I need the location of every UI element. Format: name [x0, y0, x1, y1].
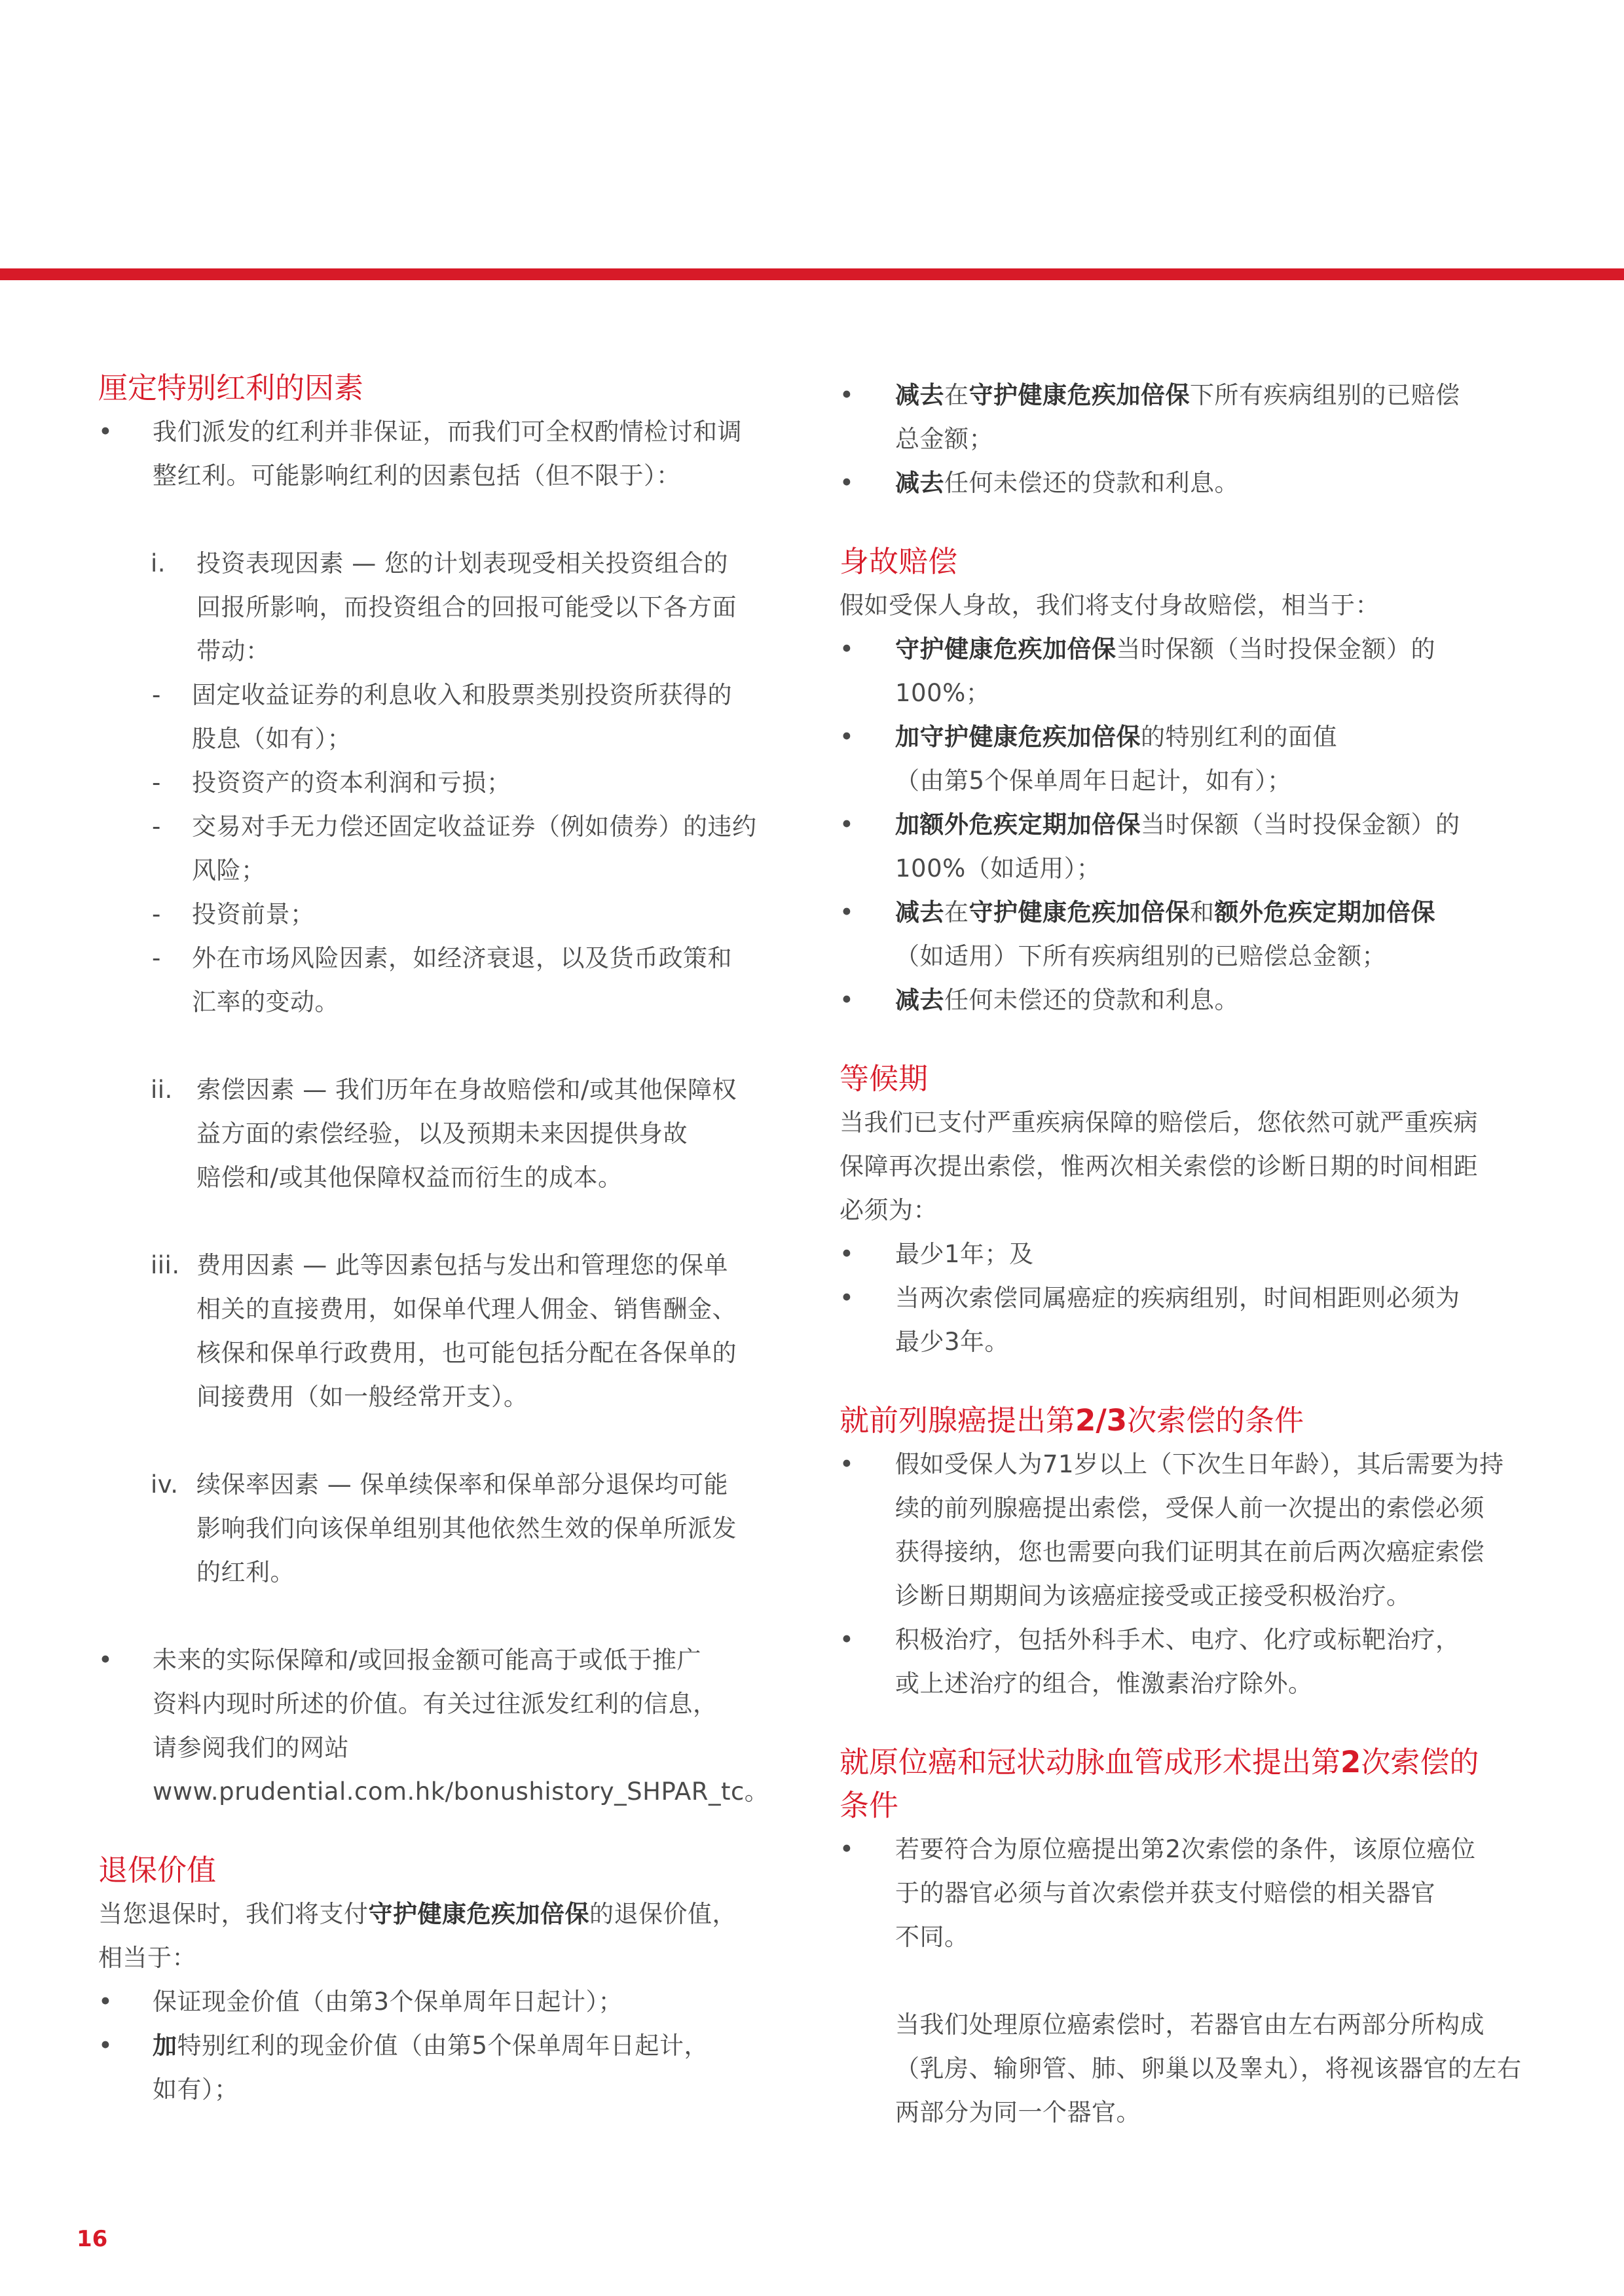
- heading-surrender-value: 退保价值: [98, 1853, 217, 1887]
- factor-iii-expenses: iii. 费用因素 — 此等因素包括与发出和管理您的保单 相关的直接费用，如保单代理人佣金、销售酬金、 核保和保单行政费用，也可能包括分配在各保单的 间接费用（如一般经常开支）。: [151, 1251, 737, 1411]
- bonus-history-url[interactable]: www.prudential.com.hk/bonushistory_SHPAR_tc。: [153, 1777, 769, 1806]
- paired-organ-note: 当我们处理原位癌索偿时，若器官由左右两部分所构成 （乳房、输卵管、肺、卵巢以及睾丸），将视该器官的左右 两部分为同一个器官。: [895, 2011, 1522, 2126]
- bullet-special-bonus-face: • 加守护健康危疾加倍保的特别红利的面值 （由第5个保单周年日起计，如有）；: [840, 715, 1540, 803]
- bullet-active-treatment: • 积极治疗，包括外科手术、电疗、化疗或标靶治疗， 或上述治疗的组合，惟激素治疗除外。: [840, 1618, 1540, 1705]
- bullet-extra-term: • 加额外危疾定期加倍保当时保额（当时投保金额）的 100%（如适用）；: [840, 803, 1540, 890]
- left-column: 厘定特别红利的因素 • 我们派发的红利并非保证，而我们可全权酌情检讨和调 整红利。可能影响红利的因素包括（但不限于）： i. 投资表现因素 — 您的计划表现受相关投资组合的 回报所影响，而投资组合的回报可能受以下各方面 带动： - 固定收益证券的利息收入和股票类别投资所获得的 股息（如有）； - 投资资产的资本利润和亏损； - 交易对手无力偿还固定收益证券（例如债券）的违约 风险； - 投资前景； - 外在市场风险因素，如经济衰退，以及货币政策和 汇率的变动。 ii. 索偿因素 — 我们历年在身故赔偿和/或其他保障权 益方面的索偿经验，以及预期未来因提供身故 赔偿和/或其他保障权益而衍生的成本。 iii. 费用因素 — 此等因素包括与发出和管理您的保单 相关的直接费用，如保单代理人佣金、销售酬金、 核保和保单行政费用，也可能包括分配在各保单的 间接费用（如一般经常开支）。 iv. 续保率因素 — 保单续保率和保单部分退保均可能 影响我们向该保单组别其他依然生效的保单所派发 的红利。 • 未来的实际保障和/或回报金额可能高于或低于推广 资料内现时所述的价值。有关过往派发红利的信息， 请参阅我们的网站 www.prudential.com.hk/bonushistory_SHPAR_tc。 退保价值 当您退保时，我们将支付守护健康危疾加倍保的退保价值， 相当于： • 保证现金价值（由第3个保单周年日起计）； • 加特别红利的现金价值（由第5个保单周年日起计， 如有）；: [98, 367, 792, 2111]
- factor-ii-claims: ii. 索偿因素 — 我们历年在身故赔偿和/或其他保障权 益方面的索偿经验，以及预期未来因提供身故 赔偿和/或其他保障权益而衍生的成本。: [151, 1076, 737, 1192]
- right-column: • 减去在守护健康危疾加倍保下所有疾病组别的已赔偿 总金额； • 减去任何未偿还的贷款和利息。 身故赔偿 假如受保人身故，我们将支付身故赔偿，相当于： • 守护健康危疾加倍保当时保额（当时投保金额）的 100%； • 加守护健康危疾加倍保的特别红利的面值 （由第5个保单周年日起计，如有）； • 加额外危疾定期加倍保当时保额（当时投保金额）的 100%（如适用）； • 减去在守护健康危疾加倍保和额外危疾定期加倍保 （如适用）下所有疾病组别的已赔偿总金额； • 减去任何未偿还的贷款和利息。 等候期 当我们已支付严重疾病保障的赔偿后，您依然可就严重疾病 保障再次提出索偿，惟两次相关索偿的诊断日期的时间相距 必须为： • 最少1年；及 • 当两次索偿同属癌症的疾病组别，时间相距则必须为 最少3年。 就前列腺癌提出第2/3次索偿的条件 • 假如受保人为71岁以上（下次生日年龄），其后需要为持 续的前列腺癌提出索偿，受保人前一次提出的索偿必须 获得接纳，您也需要向我们证明其在前后两次癌症索偿 诊断日期期间为该癌症接受或正接受积极治疗。 • 积极治疗，包括外科手术、电疗、化疗或标靶治疗， 或上述治疗的组合，惟激素治疗除外。 就原位癌和冠状动脉血管成形术提出第2次索偿的 条件 • 若要符合为原位癌提出第2次索偿的条件，该原位癌位 于的器官必须与首次索偿并获支付赔偿的相关器官 不同。 当我们处理原位癌索偿时，若器官由左右两部分所构成 （乳房、输卵管、肺、卵巢以及睾丸），将视该器官的左右 两部分为同一个器官。: [840, 373, 1540, 2134]
- bullet-special-bonus-cash: • 加特别红利的现金价值（由第5个保单周年日起计， 如有）；: [98, 2024, 792, 2111]
- dash-item: - 投资前景；: [98, 892, 792, 936]
- heading-waiting-period: 等候期: [840, 1061, 929, 1096]
- dash-item: - 外在市场风险因素，如经济衰退，以及货币政策和 汇率的变动。: [98, 936, 792, 1024]
- bullet-cancer-three-years: • 当两次索偿同属癌症的疾病组别，时间相距则必须为 最少3年。: [840, 1276, 1540, 1364]
- bullet-guaranteed-cash: • 保证现金价值（由第3个保单周年日起计）；: [98, 1980, 792, 2024]
- bullet-sum-assured: • 守护健康危疾加倍保当时保额（当时投保金额）的 100%；: [840, 627, 1540, 715]
- heading-prostate-cancer: 就前列腺癌提出第2/3次索偿的条件: [840, 1403, 1304, 1438]
- dash-item: - 投资资产的资本利润和亏损；: [98, 761, 792, 805]
- factor-i-investment: i. 投资表现因素 — 您的计划表现受相关投资组合的 回报所影响，而投资组合的回报可能受以下各方面 带动：: [151, 549, 737, 665]
- bullet-future-benefits: • 未来的实际保障和/或回报金额可能高于或低于推广 资料内现时所述的价值。有关过往派发红利的信息， 请参阅我们的网站 www.prudential.com.hk/bonushistory_SHPAR_tc。: [98, 1638, 792, 1813]
- bullet-bonus-not-guaranteed: • 我们派发的红利并非保证，而我们可全权酌情检讨和调 整红利。可能影响红利的因素包括（但不限于）：: [98, 410, 792, 498]
- bullet-less-all-claims: • 减去在守护健康危疾加倍保和额外危疾定期加倍保 （如适用）下所有疾病组别的已赔偿总金额；: [840, 890, 1540, 978]
- page-number: 16: [77, 2226, 108, 2252]
- dash-item: - 固定收益证券的利息收入和股票类别投资所获得的 股息（如有）；: [98, 673, 792, 761]
- bullet-less-claims-paid: • 减去在守护健康危疾加倍保下所有疾病组别的已赔偿 总金额；: [840, 373, 1540, 461]
- bullet-different-organ: • 若要符合为原位癌提出第2次索偿的条件，该原位癌位 于的器官必须与首次索偿并获支付赔偿的相关器官 不同。: [840, 1827, 1540, 1959]
- bullet-less-loans-2: • 减去任何未偿还的贷款和利息。: [840, 978, 1540, 1022]
- heading-special-bonus-factors: 厘定特别红利的因素: [98, 371, 364, 405]
- heading-carcinoma-in-situ: 就原位癌和冠状动脉血管成形术提出第2次索偿的: [840, 1745, 1479, 1779]
- dash-item: - 交易对手无力偿还固定收益证券（例如债券）的违约 风险；: [98, 805, 792, 892]
- bullet-prostate-age-71: • 假如受保人为71岁以上（下次生日年龄），其后需要为持 续的前列腺癌提出索偿，受保人前一次提出的索偿必须 获得接纳，您也需要向我们证明其在前后两次癌症索偿 诊断日期期间为该癌症接受或正接受积极治疗。: [840, 1442, 1540, 1618]
- bullet-less-loans: • 减去任何未偿还的贷款和利息。: [840, 461, 1540, 505]
- factor-iv-persistency: iv. 续保率因素 — 保单续保率和保单部分退保均可能 影响我们向该保单组别其他依然生效的保单所派发 的红利。: [151, 1470, 737, 1586]
- heading-carcinoma-in-situ-line2: 条件: [840, 1788, 899, 1823]
- bullet-min-one-year: • 最少1年；及: [840, 1232, 1540, 1276]
- header-red-rule: [0, 268, 1624, 280]
- heading-death-benefit: 身故赔偿: [840, 544, 958, 579]
- surrender-intro: 当您退保时，我们将支付守护健康危疾加倍保的退保价值，: [98, 1900, 737, 1928]
